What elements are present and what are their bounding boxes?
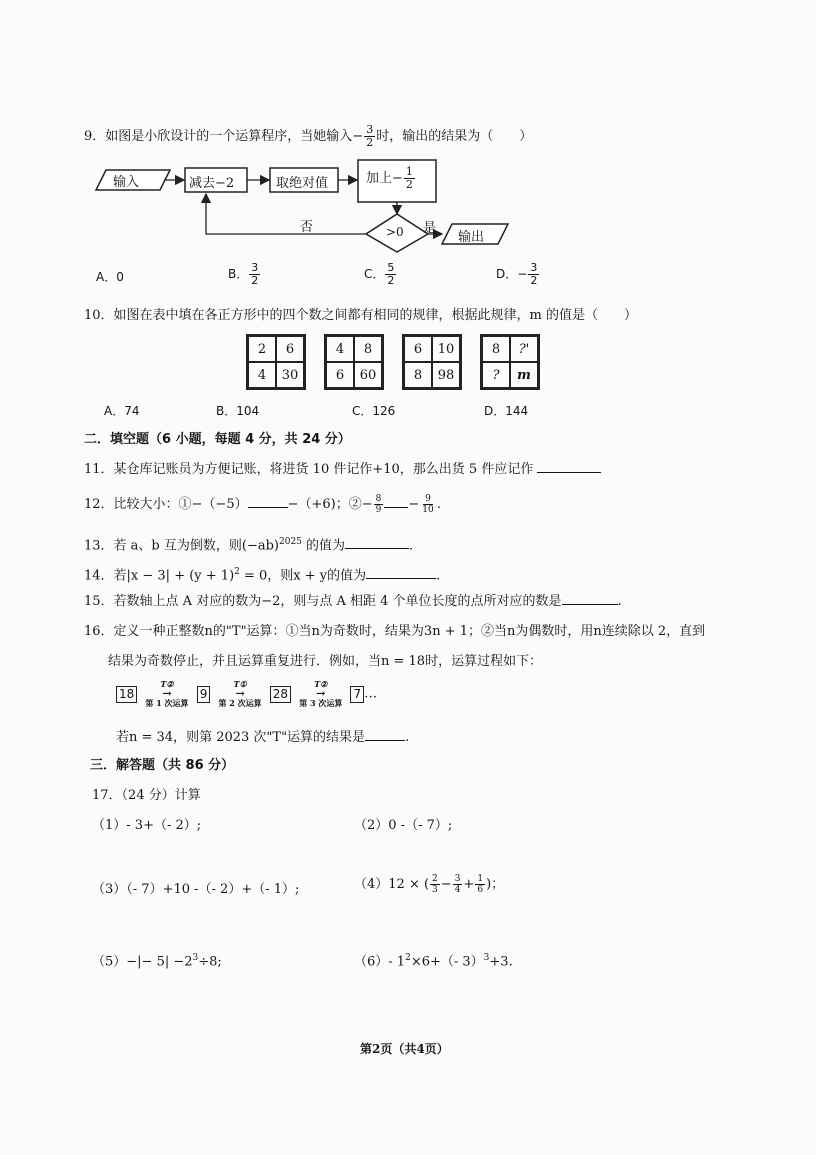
q12-part-a: 12．比较大小：①−（−5） <box>84 497 248 512</box>
q9-option-a[interactable] <box>96 268 124 285</box>
grid-cell: 6 <box>276 336 304 362</box>
q10-grid-4 <box>480 334 540 390</box>
option-label: B． <box>228 267 249 281</box>
q17-p4-plus: + <box>463 877 475 892</box>
q12-end: . <box>436 497 441 512</box>
grid-cell: 6 <box>404 336 432 362</box>
option-label: C． <box>364 267 385 281</box>
option-label: D． <box>496 267 518 281</box>
q11-answer-blank[interactable] <box>537 471 601 473</box>
frac-num: 5 <box>387 261 395 274</box>
q17-part-6 <box>354 948 513 972</box>
grid-cell: 60 <box>354 362 382 388</box>
q16-line-1: 16．定义一种正整数n的"T"运算：①当n为奇数时，结果为3n + 1；②当n为偶数时，用n连续除以 2，直到 <box>84 624 706 639</box>
grid-cell: 98 <box>432 362 460 388</box>
q15-text: 15．若数轴上点 A 对应的数为−2，则与点 A 相距 4 个单位长度的点所对应的数是 <box>84 594 562 609</box>
q16-sequence <box>116 680 377 708</box>
q12-part-b: −（+6)；②− <box>287 497 373 512</box>
q12-blank-2[interactable] <box>384 506 408 508</box>
flow-add-fraction <box>404 166 415 191</box>
q17-p6-exponent-1: 2 <box>405 953 411 963</box>
option-value: 0 <box>116 270 124 284</box>
q10-grid-3 <box>402 334 462 390</box>
q11-text: 11．某仓库记账员为方便记账，将进货 10 件记作+10，那么出货 5 件应记作 <box>84 462 534 477</box>
arrow-right-icon: → <box>316 687 326 700</box>
grid-cell: ? <box>482 362 510 388</box>
q10-grid-1 <box>246 334 306 390</box>
frac-num: 8 <box>375 494 382 504</box>
seq-box: 9 <box>197 686 211 703</box>
arrow-right-icon: → <box>235 687 245 700</box>
flow-output-label: 输出 <box>458 230 485 245</box>
grid-cell: 2 <box>248 336 276 362</box>
q13-answer-blank[interactable] <box>345 547 409 549</box>
q13-exponent: 2025 <box>279 537 302 547</box>
step-label: 第 3 次运算 <box>299 698 343 708</box>
grid-cell: 6 <box>326 362 354 388</box>
q9-option-d[interactable] <box>496 262 540 287</box>
q10-option-b[interactable]: B．104 <box>216 404 260 418</box>
frac-den: 9 <box>375 505 382 515</box>
arrow-right-icon: → <box>162 687 172 700</box>
q12-fraction-2 <box>420 494 435 515</box>
step-label: 第 1 次运算 <box>145 698 189 708</box>
q17-part-3: （3）（- 7）+10 -（- 2）+（- 1）; <box>92 882 300 897</box>
step-op: T② <box>160 679 174 689</box>
grid-cell: 10 <box>432 336 460 362</box>
frac-num: 3 <box>454 874 461 884</box>
flow-subtract-label: 减去−2 <box>189 176 235 191</box>
grid-cell: 8 <box>354 336 382 362</box>
q10-option-a[interactable]: A．74 <box>104 404 140 418</box>
q16-line-3-text: 若n = 34，则第 2023 次"T"运算的结果是 <box>116 730 366 745</box>
option-neg: − <box>517 267 528 281</box>
option-fraction <box>528 262 539 287</box>
q17-p5-end: ÷8; <box>198 954 222 970</box>
grid-cell: 30 <box>276 362 304 388</box>
flow-add-label <box>366 166 416 191</box>
q17-p6-end: +3. <box>489 954 513 970</box>
q13-end: . <box>409 538 414 554</box>
flow-add-text: 加上− <box>366 171 403 186</box>
frac-num: 2 <box>432 874 438 884</box>
q14-answer-blank[interactable] <box>366 577 436 579</box>
seq-ellipsis: … <box>364 686 378 702</box>
q16-end: . <box>405 730 410 745</box>
q17-part-5 <box>92 948 222 972</box>
q14-text: 14．若|x − 3| + (y + 1) <box>84 568 235 584</box>
q17-p5-exponent: 3 <box>192 953 199 963</box>
q12-blank-1[interactable] <box>248 506 288 508</box>
q17-p4-fraction-1 <box>430 874 440 895</box>
flow-yes-label: 是 <box>423 221 437 236</box>
page-footer: 第2页（共4页） <box>360 1042 449 1056</box>
frac-num: 3 <box>366 123 374 136</box>
q13 <box>84 532 413 556</box>
frac-num: 3 <box>530 261 538 274</box>
seq-box: 28 <box>270 686 291 703</box>
flow-condition-label: >0 <box>386 225 404 239</box>
q14-end: . <box>436 568 441 584</box>
q17-p6-text-b: ×6+（- 3） <box>410 954 484 970</box>
frac-den: 2 <box>366 136 374 149</box>
q9-neg-sign: − <box>352 129 364 144</box>
q16-answer-blank[interactable] <box>365 739 405 741</box>
option-fraction <box>249 262 260 287</box>
grid-cell: 8 <box>404 362 432 388</box>
frac-den: 6 <box>477 885 484 895</box>
grid-cell: 4 <box>248 362 276 388</box>
flow-no-label: 否 <box>300 220 314 235</box>
q14 <box>84 562 440 586</box>
frac-num: 1 <box>477 874 484 884</box>
q17-p6-text: （6）- 1 <box>354 954 406 970</box>
q10-grid-2 <box>324 334 384 390</box>
option-fraction <box>385 262 396 287</box>
q9-option-b[interactable] <box>228 262 261 287</box>
q15-end: . <box>617 594 622 609</box>
frac-den: 2 <box>251 274 259 287</box>
q17-p4-end: )； <box>486 877 505 892</box>
frac-den: 3 <box>432 885 438 895</box>
q14-text-b: = 0，则x + y的值为 <box>239 568 367 584</box>
section-2-heading: 二．填空题（6 小题，每题 4 分，共 24 分） <box>84 432 351 447</box>
flow-input-label: 输入 <box>113 175 140 190</box>
q17-title: 17．（24 分）计算 <box>92 788 201 803</box>
frac-num: 3 <box>251 261 259 274</box>
q13-text: 13．若 a、b 互为倒数，则 <box>84 538 242 554</box>
grid-cell: ?' <box>510 336 538 362</box>
q17-p5-text: （5）−|− 5| −2 <box>92 954 193 970</box>
grid-cell: m <box>510 362 538 388</box>
q10-option-c[interactable]: C．126 <box>352 404 396 418</box>
seq-box: 7 <box>350 686 364 703</box>
frac-den: 2 <box>405 178 413 191</box>
q14-exponent: 2 <box>234 567 240 577</box>
q11 <box>84 460 601 480</box>
frac-den: 2 <box>530 274 538 287</box>
section-3-heading: 三．解答题（共 86 分） <box>90 758 235 773</box>
step-label: 第 2 次运算 <box>218 698 262 708</box>
q17-p4-text: （4）12 × ( <box>354 877 430 892</box>
q17-part-4 <box>354 874 504 895</box>
q16-line-2: 结果为奇数停止，并且运算重复进行．例如，当n = 18时，运算过程如下： <box>108 654 543 669</box>
frac-den: 2 <box>387 274 395 287</box>
q9-stem <box>84 124 532 149</box>
frac-num: 1 <box>405 165 413 178</box>
q12-part-c: − <box>408 497 420 512</box>
option-label: A． <box>96 270 117 284</box>
q9-option-c[interactable] <box>364 262 397 287</box>
flow-abs-label: 取绝对值 <box>276 176 329 191</box>
step-op: T① <box>233 679 247 689</box>
q10-option-d[interactable]: D．144 <box>484 404 529 418</box>
step-op: T② <box>314 679 328 689</box>
grid-cell: 4 <box>326 336 354 362</box>
frac-num: 9 <box>425 494 431 504</box>
frac-den: 10 <box>422 505 434 515</box>
q13-expr: (−ab) <box>241 538 279 554</box>
grid-cell: 8 <box>482 336 510 362</box>
seq-step-2 <box>218 680 261 708</box>
frac-den: 4 <box>454 885 461 895</box>
q17-part-1: （1）- 3+（- 2）; <box>92 818 202 833</box>
q15 <box>84 592 622 612</box>
seq-box: 18 <box>116 686 137 703</box>
q17-p4-minus: − <box>440 877 452 892</box>
q10-stem: 10．如图在表中填在各正方形中的四个数之间都有相同的规律，根据此规律，m 的值是（ ） <box>84 308 638 323</box>
q12-fraction-1 <box>374 494 384 515</box>
q17-p6-exponent-2: 3 <box>483 953 490 963</box>
q9-input-fraction <box>364 124 375 149</box>
q12 <box>84 494 441 515</box>
q16-line-3 <box>116 728 409 748</box>
q17-part-2: （2）0 -（- 7）; <box>354 818 453 833</box>
seq-step-1 <box>145 680 188 708</box>
q9-stem-tail: 时，输出的结果为（ ） <box>376 129 533 144</box>
q17-p4-fraction-3 <box>475 874 485 895</box>
q17-p4-fraction-2 <box>453 874 463 895</box>
q13-text-b: 的值为 <box>301 538 346 554</box>
q15-answer-blank[interactable] <box>562 603 618 605</box>
seq-step-3 <box>299 680 342 708</box>
q9-stem-text: 9．如图是小欣设计的一个运算程序，当她输入 <box>84 129 353 144</box>
